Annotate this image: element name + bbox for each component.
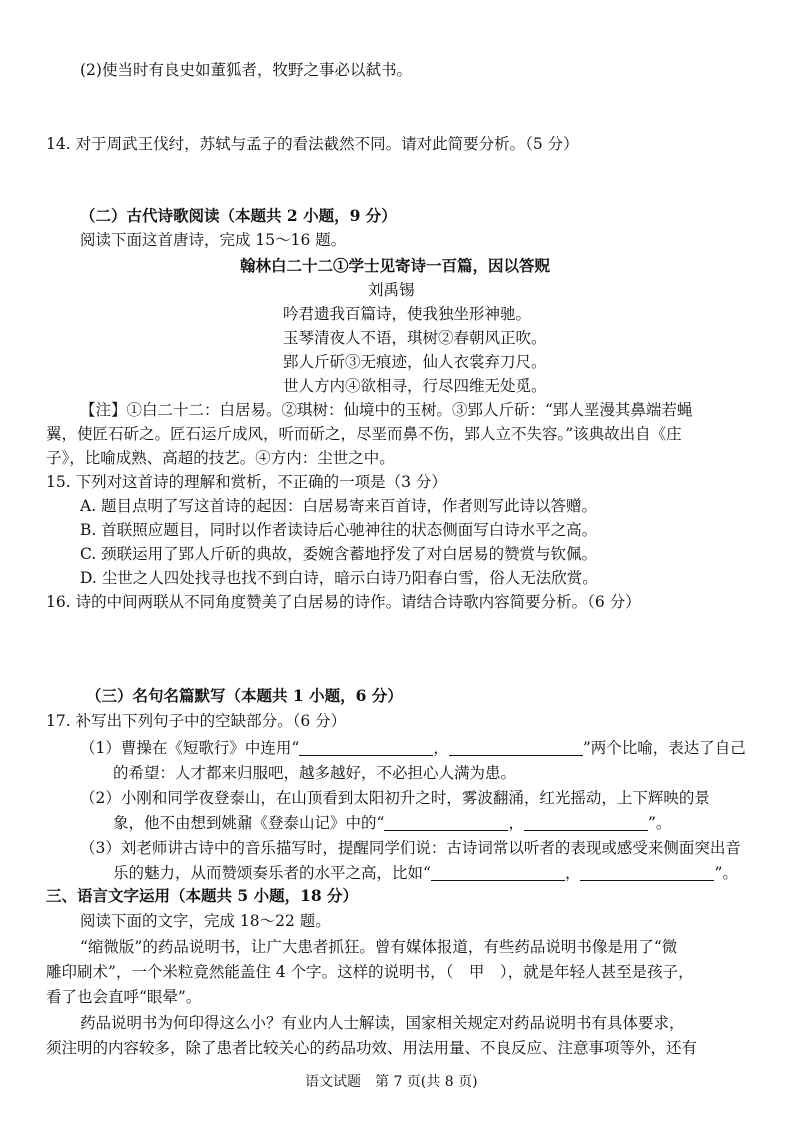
answer-blank[interactable] [524,814,648,831]
answer-blank[interactable] [431,864,565,881]
answer-blank[interactable] [384,814,508,831]
passage-p1-line-3: 看了也会直呼“眼晕”。 [46,988,202,1006]
question-15: 15. 下列对这首诗的理解和赏析，不正确的一项是（3 分） [46,473,447,491]
passage-p2-line-1: 药品说明书为何印得这么小？有业内人士解读，国家相关规定对药品说明书有具体要求， [80,1014,685,1032]
poem-line-1: 吟君遗我百篇诗，使我独坐形神驰。 [283,305,532,323]
question-13-part-2: (2)使当时有良史如董狐者，牧野之事必以弑书。 [80,61,412,79]
question-17-item-3-line-1: （3）刘老师讲古诗中的音乐描写时，提醒同学们说：古诗词常以听者的表现或感受来侧面突出音 [80,839,741,857]
question-16: 16. 诗的中间两联从不同角度赞美了白居易的诗作。请结合诗歌内容简要分析。（6 分） [46,593,641,611]
question-17-item-2-line-2: 象，他不由想到姚鼐《登泰山记》中的“ ， ”。 [113,814,672,832]
question-15-option-c: C. 颈联运用了郢人斤斫的典故，委婉含蓄地抒发了对白居易的赞赏与钦佩。 [80,545,598,563]
section-3-title: （三）名句名篇默写（本题共 1 小题，6 分） [86,686,403,705]
section-2-intro: 阅读下面这首唐诗，完成 15～16 题。 [80,231,347,249]
answer-blank[interactable] [580,864,714,881]
poem-line-3: 郢人斤斫③无痕迹，仙人衣裳弃刀尺。 [283,353,547,371]
section-2-title: （二）古代诗歌阅读（本题共 2 小题，9 分） [80,206,397,225]
poem-title: 翰林白二十二①学士见寄诗一百篇，因以答贶 [240,256,551,275]
question-15-option-a: A. 题目点明了写这首诗的起因：白居易寄来百首诗，作者则写此诗以答赠。 [80,497,598,515]
answer-blank[interactable] [299,739,433,756]
question-15-option-d: D. 尘世之人四处找寻也找不到白诗，暗示白诗乃阳春白雪，俗人无法欣赏。 [80,569,598,587]
question-17-item-2-line-1: （2）小刚和同学夜登泰山，在山顶看到太阳初升之时，雾波翻涌，红光摇动，上下辉映的景 [80,789,710,807]
passage-p1-line-2: 雕印刷术”，一个米粒竟然能盖住 4 个字。这样的说明书，（ 甲 ），就是年轻人甚至是孩子， [46,963,694,981]
question-17-item-3-line-2: 乐的魅力，从而赞颂奏乐者的水平之高，比如“ ， ”。 [113,864,738,882]
question-17-item-1-line-1: （1）曹操在《短歌行》中连用“ ， ”两个比喻，表达了自己 [80,739,746,757]
question-17: 17. 补写出下列句子中的空缺部分。（6 分） [46,712,347,730]
answer-blank[interactable] [449,739,583,756]
poem-note-line-3: 子》，比喻成熟、高超的技艺。④方内：尘世之中。 [46,449,395,467]
poem-note-line-2: 翼，使匠石斫之。匠石运斤成风，听而斫之，尽垩而鼻不伤，郢人立不失容。”该典故出自《庄 [46,425,682,443]
passage-p1-line-1: “缩微版”的药品说明书，让广大患者抓狂。曾有媒体报道，有些药品说明书像是用了“微 [80,938,678,956]
part-3-title: 三、语言文字运用（本题共 5 小题，18 分） [46,886,359,905]
poem-line-4: 世人方内④欲相寻，行尽四维无处觅。 [283,377,547,395]
question-14: 14. 对于周武王伐纣，苏轼与孟子的看法截然不同。请对此简要分析。（5 分） [46,135,579,153]
poem-note-line-1: 【注】①白二十二：白居易。②琪树：仙境中的玉树。③郢人斤斫：“郢人垩漫其鼻端若蝇 [80,401,693,419]
poem-author: 刘禹锡 [368,281,415,299]
page-footer: 语文试题 第 7 页(共 8 页) [305,1074,478,1090]
question-15-option-b: B. 首联照应题目，同时以作者读诗后心驰神往的状态侧面写白诗水平之高。 [80,521,598,539]
question-17-item-1-line-2: 的希望：人才都来归服吧，越多越好，不必担心人满为患。 [113,764,517,782]
part-3-intro: 阅读下面的文字，完成 18～22 题。 [80,912,331,930]
passage-p2-line-2: 须注明的内容较多，除了患者比较关心的药品功效、用法用量、不良反应、注意事项等外，还有 [46,1039,698,1057]
poem-line-2: 玉琴清夜人不语，琪树②春朝风正吹。 [283,329,547,347]
